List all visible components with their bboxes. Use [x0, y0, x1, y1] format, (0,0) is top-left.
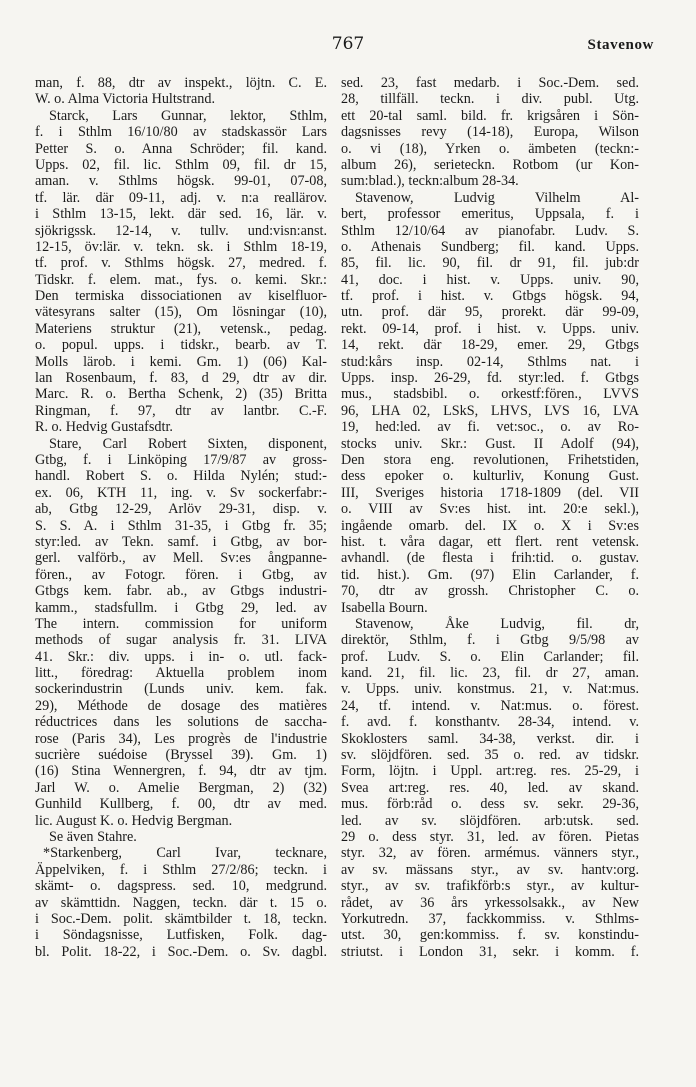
text-line: ett 20-tal saml. bild. fr. krigsåren i Sön-: [341, 107, 639, 124]
text-line: i Sthlm 13-15, lekt. där sed. 16, lär. v.: [35, 206, 327, 223]
text-line: Sthlm 12/10/64 av pianofabr. Ludv. S.: [341, 222, 639, 239]
text-line: bert, professor emeritus, Uppsala, f. i: [341, 206, 639, 223]
text-line: réductrices dans les solutions de saccha-: [35, 714, 327, 731]
text-line: utn. prof. där 95, prorekt. där 99-09,: [341, 304, 639, 321]
text-line: Jarl W. o. Amelie Bergman, 2) (32): [35, 779, 327, 796]
text-line: R. o. Hedvig Gustafsdtr.: [35, 419, 173, 436]
text-line: methods of sugar analysis fr. 31. LIVA: [35, 632, 327, 649]
text-line: Stavenow, Ludvig Vilhelm Al-: [355, 189, 639, 206]
text-line: f. i Sthlm 16/10/80 av stadskassör Lars: [35, 124, 327, 141]
text-line: Se även Stahre.: [49, 828, 137, 845]
text-line: styr:led. av Tekn. samf. i Gtbg, av bor-: [35, 533, 327, 550]
text-line: sv. slöjdfören. sed. 35 o. red. av tidskr.: [341, 747, 639, 764]
text-line: lic. August K. o. Hedvig Bergman.: [35, 812, 233, 829]
text-line: styr., av sv. trafikförb:s styr., av kultur-: [341, 878, 639, 895]
text-line: 70, dtr av grossh. Christopher C. o.: [341, 583, 639, 600]
text-line: vätesyrans salter (15), Om lösningar (10),: [35, 304, 327, 321]
text-line: o. popul. upps. i tidskr., bearb. av T.: [35, 337, 327, 354]
text-line: styr. 32, av fören. armémus. vänners styr.,: [341, 845, 639, 862]
text-line: stud:kårs insp. 02-14, Sthlms nat. i: [341, 353, 639, 370]
text-line: W. o. Alma Victoria Hultstrand.: [35, 91, 216, 108]
text-line: i Söndagsnisse, Lutfisken, Folk. dag-: [35, 927, 327, 944]
text-line: 96, LHA 02, LSkS, LHVS, LVS 16, LVA: [341, 402, 639, 419]
left-column: [35, 75, 327, 960]
text-line: sucrière suédoise (Bryssel 39). Gm. 1): [35, 747, 327, 764]
text-line: gerl. valförb., av Mell. Sv:es ångpanne-: [35, 550, 327, 567]
text-line: 12-15, öv:lär. v. tekn. sk. i Sthlm 18-19,: [35, 238, 327, 255]
text-line: hist. t. våra dagar, ett flert. rent vetensk.: [341, 533, 639, 550]
text-line: prof. Ludv. S. o. Elin Carlander; fil.: [341, 648, 639, 665]
text-line: man, f. 88, dtr av inspekt., löjtn. C. E.: [35, 75, 327, 91]
text-line: rose (Paris 34), Les progrès de l'industrie: [35, 730, 327, 747]
text-line: album 26), serieteckn. Rotbom (ur Kon-: [341, 156, 639, 173]
running-head: Stavenow: [587, 37, 654, 53]
text-line: v. Upps. univ. konstmus. 21, v. Nat:mus.: [341, 681, 639, 698]
text-line: av skämttidn. Naggen, teckn. där t. 15 o.: [35, 894, 327, 911]
text-line: Stare, Carl Robert Sixten, disponent,: [49, 435, 327, 452]
text-line: Starck, Lars Gunnar, lektor, Sthlm,: [49, 107, 327, 124]
text-line: Gtbg, f. i Linköping 17/9/87 av gross-: [35, 451, 327, 468]
text-line: kand. 21, fil. lic. 23, fil. dr 27, aman.: [341, 665, 639, 682]
text-line: sum:blad.), teckn:album 28-34.: [341, 173, 519, 190]
text-line: 29), Méthode de dosage des matières: [35, 697, 327, 714]
text-line: av sv. mässans styr., av sv. hantv:org.: [341, 861, 639, 878]
text-line: tf. prof. i hist. v. Gtbgs högsk. 94,: [341, 288, 639, 305]
text-line: lan Rosenbaum, f. 83, d 29, dtr av dir.: [35, 370, 327, 387]
text-line: striutst. i London 31, sekr. i komm. f.: [341, 943, 639, 960]
text-line: Form, löjtn. i Uppl. art:reg. res. 25-29, i: [341, 763, 639, 780]
text-line: 41. Skr.: div. upps. i in- o. utl. fack-: [35, 648, 327, 665]
text-line: Yorkutredn. 37, fackkommiss. v. Sthlms-: [341, 910, 639, 927]
text-line: Upps. insp. 26-29, fd. styr:led. f. Gtbgs: [341, 370, 639, 387]
text-line: ingående omarb. del. IX o. X i Sv:es: [341, 517, 639, 534]
text-line: tf. prof. v. Sthlms högsk. 27, medred. f.: [35, 255, 327, 272]
text-line: i Soc.-Dem. polit. skämtbilder t. 18, teckn.: [35, 910, 327, 927]
text-line: dess epoker o. kulturliv, Konung Gust.: [341, 468, 639, 485]
text-line: tid. hist.). Gm. (97) Elin Carlander, f.: [341, 566, 639, 583]
text-line: ex. 06, KTH 11, ing. v. Sv sockerfabr:-: [35, 484, 327, 501]
text-line: (16) Stina Wennergren, f. 94, dtr av tjm.: [35, 763, 327, 780]
text-line: S. S. A. i Sthlm 31-35, i Gtbg fr. 35;: [35, 517, 327, 534]
text-line: led. av sv. slöjdfören. arb:utsk. sed.: [341, 812, 639, 829]
text-line: litt., föredrag: Aktuella problem inom: [35, 665, 327, 682]
text-line: 41, doc. i hist. v. Upps. univ. 90,: [341, 271, 639, 288]
text-line: III, Sveriges historia 1718-1809 (del. VII: [341, 484, 639, 501]
text-line: tf. lär. där 09-11, adj. v. n:a reallärov.: [35, 189, 327, 206]
text-line: *Starkenberg, Carl Ivar, tecknare,: [43, 845, 327, 862]
text-line: Stavenow, Åke Ludvig, fil. dr,: [355, 615, 639, 632]
text-line: Den termiska dissociationen av kiselfluor-: [35, 288, 327, 305]
text-line: o. vi (18), Yrken o. ämbeten (teckn:-: [341, 140, 639, 157]
text-line: Skoklosters saml. 34-38, verkst. dir. i: [341, 730, 639, 747]
text-line: mus., stadsbibl. o. orkestf:fören., LVVS: [341, 386, 639, 403]
text-line: aman. v. Sthlms högsk. 99-01, 07-08,: [35, 173, 327, 190]
text-line: kamm., stadsfullm. i Gtbg 29, led. av: [35, 599, 327, 616]
text-line: rekt. 09-14, prof. i hist. v. Upps. univ.: [341, 320, 639, 337]
text-line: 19, hed:led. av fi. vet:soc., o. av Ro-: [341, 419, 639, 436]
text-line: utst. 30, gen:kommiss. f. sv. konstindu-: [341, 927, 639, 944]
text-line: Marc. R. o. Bertha Schenk, 2) (35) Britta: [35, 386, 327, 403]
text-line: sjökrigssk. 12-14, v. tullv. und:visn:anst.: [35, 222, 327, 239]
text-line: ab, Gtbg 12-29, Arlöv 29-31, disp. v.: [35, 501, 327, 518]
text-line: Ringman, f. 97, dtr av lantbr. C.-F.: [35, 402, 327, 419]
text-line: Petter S. o. Anna Schröder; fil. kand.: [35, 140, 327, 157]
text-line: sockerindustrin (Lunds univ. kem. fak.: [35, 681, 327, 698]
text-line: rådet, av 36 års yrkessolsakk., av New: [341, 894, 639, 911]
text-line: avhandl. (de flesta i frih:tid. o. gustav.: [341, 550, 639, 567]
text-line: stocks univ. Skr.: Gust. II Adolf (94),: [341, 435, 639, 452]
right-column: [341, 75, 639, 960]
text-line: f. avd. f. konsthantv. 28-34, intend. v.: [341, 714, 639, 731]
text-line: The intern. commission for uniform: [35, 615, 327, 632]
text-line: direktör, Sthlm, f. i Gtbg 9/5/98 av: [341, 632, 639, 649]
text-line: Tidskr. f. elem. mat., fys. o. kemi. Skr.:: [35, 271, 327, 288]
text-line: o. VIII av Sv:es hist. int. 20:e sekl.),: [341, 501, 639, 518]
text-line: Isabella Bourn.: [341, 599, 428, 616]
text-line: 14, rekt. där 18-29, emer. 29, Gtbgs: [341, 337, 639, 354]
text-line: Den stora eng. revolutionen, Frihetstiden,: [341, 451, 639, 468]
text-line: bl. Polit. 18-22, i Soc.-Dem. o. Sv. dagbl.: [35, 943, 327, 960]
text-line: 85, fil. lic. 90, fil. dr 91, fil. jub:dr: [341, 255, 639, 272]
text-line: handl. Robert S. o. Hilda Nylén; stud:-: [35, 468, 327, 485]
text-line: sed. 23, fast medarb. i Soc.-Dem. sed.: [341, 75, 639, 91]
text-line: 29 o. dess styr. 31, led. av fören. Pietas: [341, 828, 639, 845]
text-line: Molls lärob. i kemi. Gm. 1) (06) Kal-: [35, 353, 327, 370]
text-line: Gunhild Kullberg, f. 00, dtr av med.: [35, 796, 327, 813]
text-line: Upps. 02, fil. lic. Sthlm 09, fil. dr 15,: [35, 156, 327, 173]
text-line: o. Athenais Sundberg; fil. kand. Upps.: [341, 238, 639, 255]
text-line: Gtbgs kem. fabr. ab., av Gtbgs industri-: [35, 583, 327, 600]
text-line: 24, tf. intend. v. Nat:mus. o. förest.: [341, 697, 639, 714]
text-line: 28, tillfäll. teckn. i div. publ. Utg.: [341, 91, 639, 108]
text-line: Äppelviken, f. i Sthlm 27/2/86; teckn. i: [35, 861, 327, 878]
page-number: 767: [331, 34, 365, 54]
text-line: skämt- o. dagspress. sed. 10, medgrund.: [35, 878, 327, 895]
text-line: Svea art:reg. res. 40, led. av skand.: [341, 779, 639, 796]
text-line: mus. förb:råd o. dess sv. sekr. 29-36,: [341, 796, 639, 813]
text-line: fören., av Fotogr. fören. i Gtbg, av: [35, 566, 327, 583]
text-line: dagsnisses revy (14-18), Europa, Wilson: [341, 124, 639, 141]
text-line: Materiens struktur (21), vetensk., pedag.: [35, 320, 327, 337]
